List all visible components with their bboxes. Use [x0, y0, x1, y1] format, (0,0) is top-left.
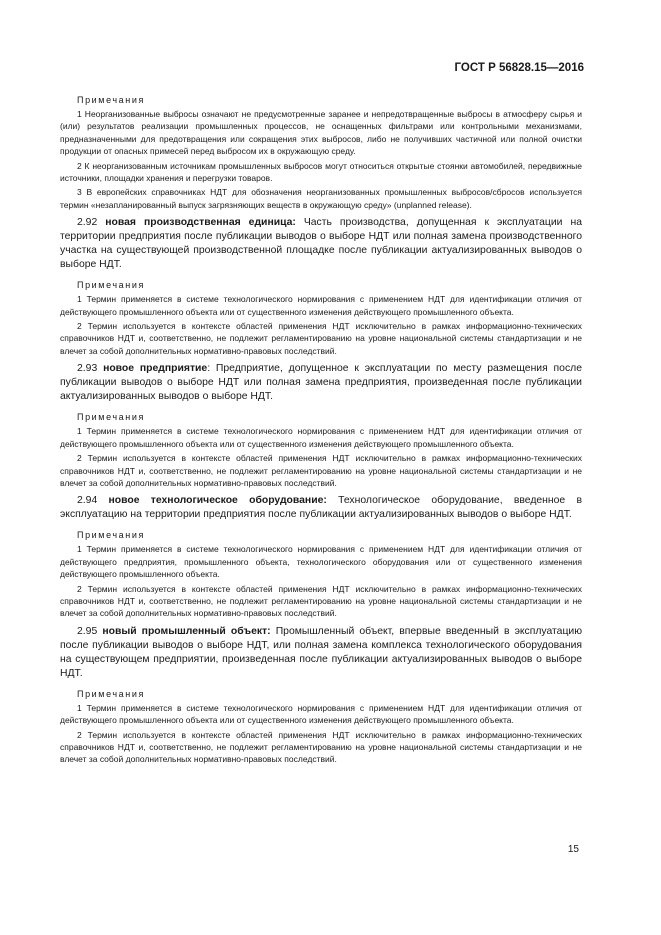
term-text: Технологическое оборудование, введенное в эксплуатацию на территории предприятия после публикации актуализированных выводов о выборе НДТ.: [60, 495, 582, 521]
note-paragraph: 2 Термин используется в контексте областей применения НДТ исключительно в рамках информационно-технических справочников НДТ и, соответственно, не подлежит регламентированию на уровне национальной системы стандартизации и не влечет за собой дополнительных нормативно-правовых последствий.: [60, 583, 582, 619]
term-definition: [60, 625, 582, 681]
term-number: 2.94: [77, 495, 98, 507]
notes-label: Примечания: [77, 412, 145, 423]
term-name: новое технологическое оборудование:: [108, 495, 327, 507]
note-paragraph: 1 Термин применяется в системе технологического нормирования с применением НДТ для идентификации отличия от действующего промышленного объекта или от существенного изменения действующего промышленного объекта.: [60, 294, 582, 317]
notes-label: Примечания: [77, 280, 145, 291]
notes-label: Примечания: [77, 95, 145, 105]
note-paragraph: 1 Термин применяется в системе технологического нормирования с применением НДТ для идентификации отличия от действующего предприятия, промышленного объекта, технологического оборудования или от существенного изменения действующего промышленного объекта.: [60, 544, 582, 580]
term-number: 2.95: [77, 625, 98, 637]
notes-label: Примечания: [77, 688, 145, 699]
notes-label: Примечания: [77, 530, 145, 541]
term-text: Промышленный объект, впервые введенный в эксплуатацию после публикации выводов о выборе НДТ, или полная замена комплекса технологического оборудования на существующем предприятии, произведенная после публикации актуализированных выводов о выборе НДТ.: [60, 625, 583, 679]
note-paragraph: 2 Термин используется в контексте областей применения НДТ исключительно в рамках информационно-технических справочников НДТ и, соответственно, не подлежит регламентированию на уровне национальной системы стандартизации и не влечет за собой дополнительных нормативно-правовых последствий.: [60, 321, 582, 356]
note-paragraph: 1 Термин применяется в системе технологического нормирования с применением НДТ для идентификации отличия от действующего промышленного объекта или от существенного изменения действующего промышленного объекта.: [60, 702, 582, 726]
term-name: новое предприятие: [103, 363, 208, 375]
document-id-header: ГОСТ Р 56828.15—2016: [454, 62, 584, 74]
note-paragraph: 2 Термин используется в контексте областей применения НДТ исключительно в рамках информационно-технических справочников НДТ и, соответственно, не подлежит регламентированию на уровне национальной системы стандартизации и не влечет за собой дополнительных нормативно-правовых последствий.: [60, 453, 582, 488]
term-text: Часть производства, допущенная к эксплуатации на территории предприятия после публикации выводов о выборе НДТ или полная замена производственного участка на существующей производственной площадке после публикации актуализированных выводов о выборе НДТ.: [60, 217, 582, 271]
note-paragraph: 2 Термин используется в контексте областей применения НДТ исключительно в рамках информационно-технических справочников НДТ и, соответственно, не подлежит регламентированию на уровне национальной системы стандартизации и не влечет за собой дополнительных нормативно-правовых последствий.: [60, 729, 582, 765]
term-definition: [60, 216, 582, 272]
term-definition: [60, 494, 582, 522]
term-name: новый промышленный объект:: [102, 625, 271, 637]
note-paragraph: 1 Термин применяется в системе технологического нормирования с применением НДТ для идентификации отличия от действующего промышленного объекта или от существенного изменения действующего промышленного объекта.: [60, 426, 582, 449]
intro-notes-block: [60, 94, 582, 211]
note-paragraph: 3 В европейских справочниках НДТ для обозначения неорганизованных промышленных выбросов/сбросов используется термин «незапланированный выпуск загрязняющих веществ в окружающую среду» (unplanned release).: [60, 187, 582, 210]
term-name: новая производственная единица:: [105, 217, 296, 229]
note-paragraph: 2 К неорганизованным источникам промышленных выбросов могут относиться открытые стоянки автомобилей, передвижные источники, площадки хранения и перегрузки товаров.: [60, 160, 582, 184]
term-definition: [60, 362, 582, 404]
term-number: 2.92: [77, 217, 98, 229]
page-number: 15: [567, 844, 579, 855]
term-entry-2-95: [60, 625, 582, 766]
term-entry-2-93: [60, 362, 582, 489]
page-content: [60, 94, 582, 771]
note-paragraph: 1 Неорганизованные выбросы означают не предусмотренные заранее и непредотвращенные выбросы в атмосферу сырья и (или) результатов реализации промышленных процессов, не оснащенных фильтрами или контрольными механизмами, предназначенными для предотвращения или сокращения этих выбросов, либо не получивших частичной или полной очистки продукции от опасных примесей перед выбросом их в окружающую среду.: [60, 109, 582, 157]
term-entry-2-94: [60, 494, 582, 619]
term-entry-2-92: [60, 216, 582, 357]
term-number: 2.93: [77, 363, 98, 375]
term-text: : Предприятие, допущенное к эксплуатации по месту размещения после публикации выводов о выборе НДТ или полная замена предприятия, произведенная после публикации актуализированных выводов о выборе НДТ.: [60, 363, 582, 403]
